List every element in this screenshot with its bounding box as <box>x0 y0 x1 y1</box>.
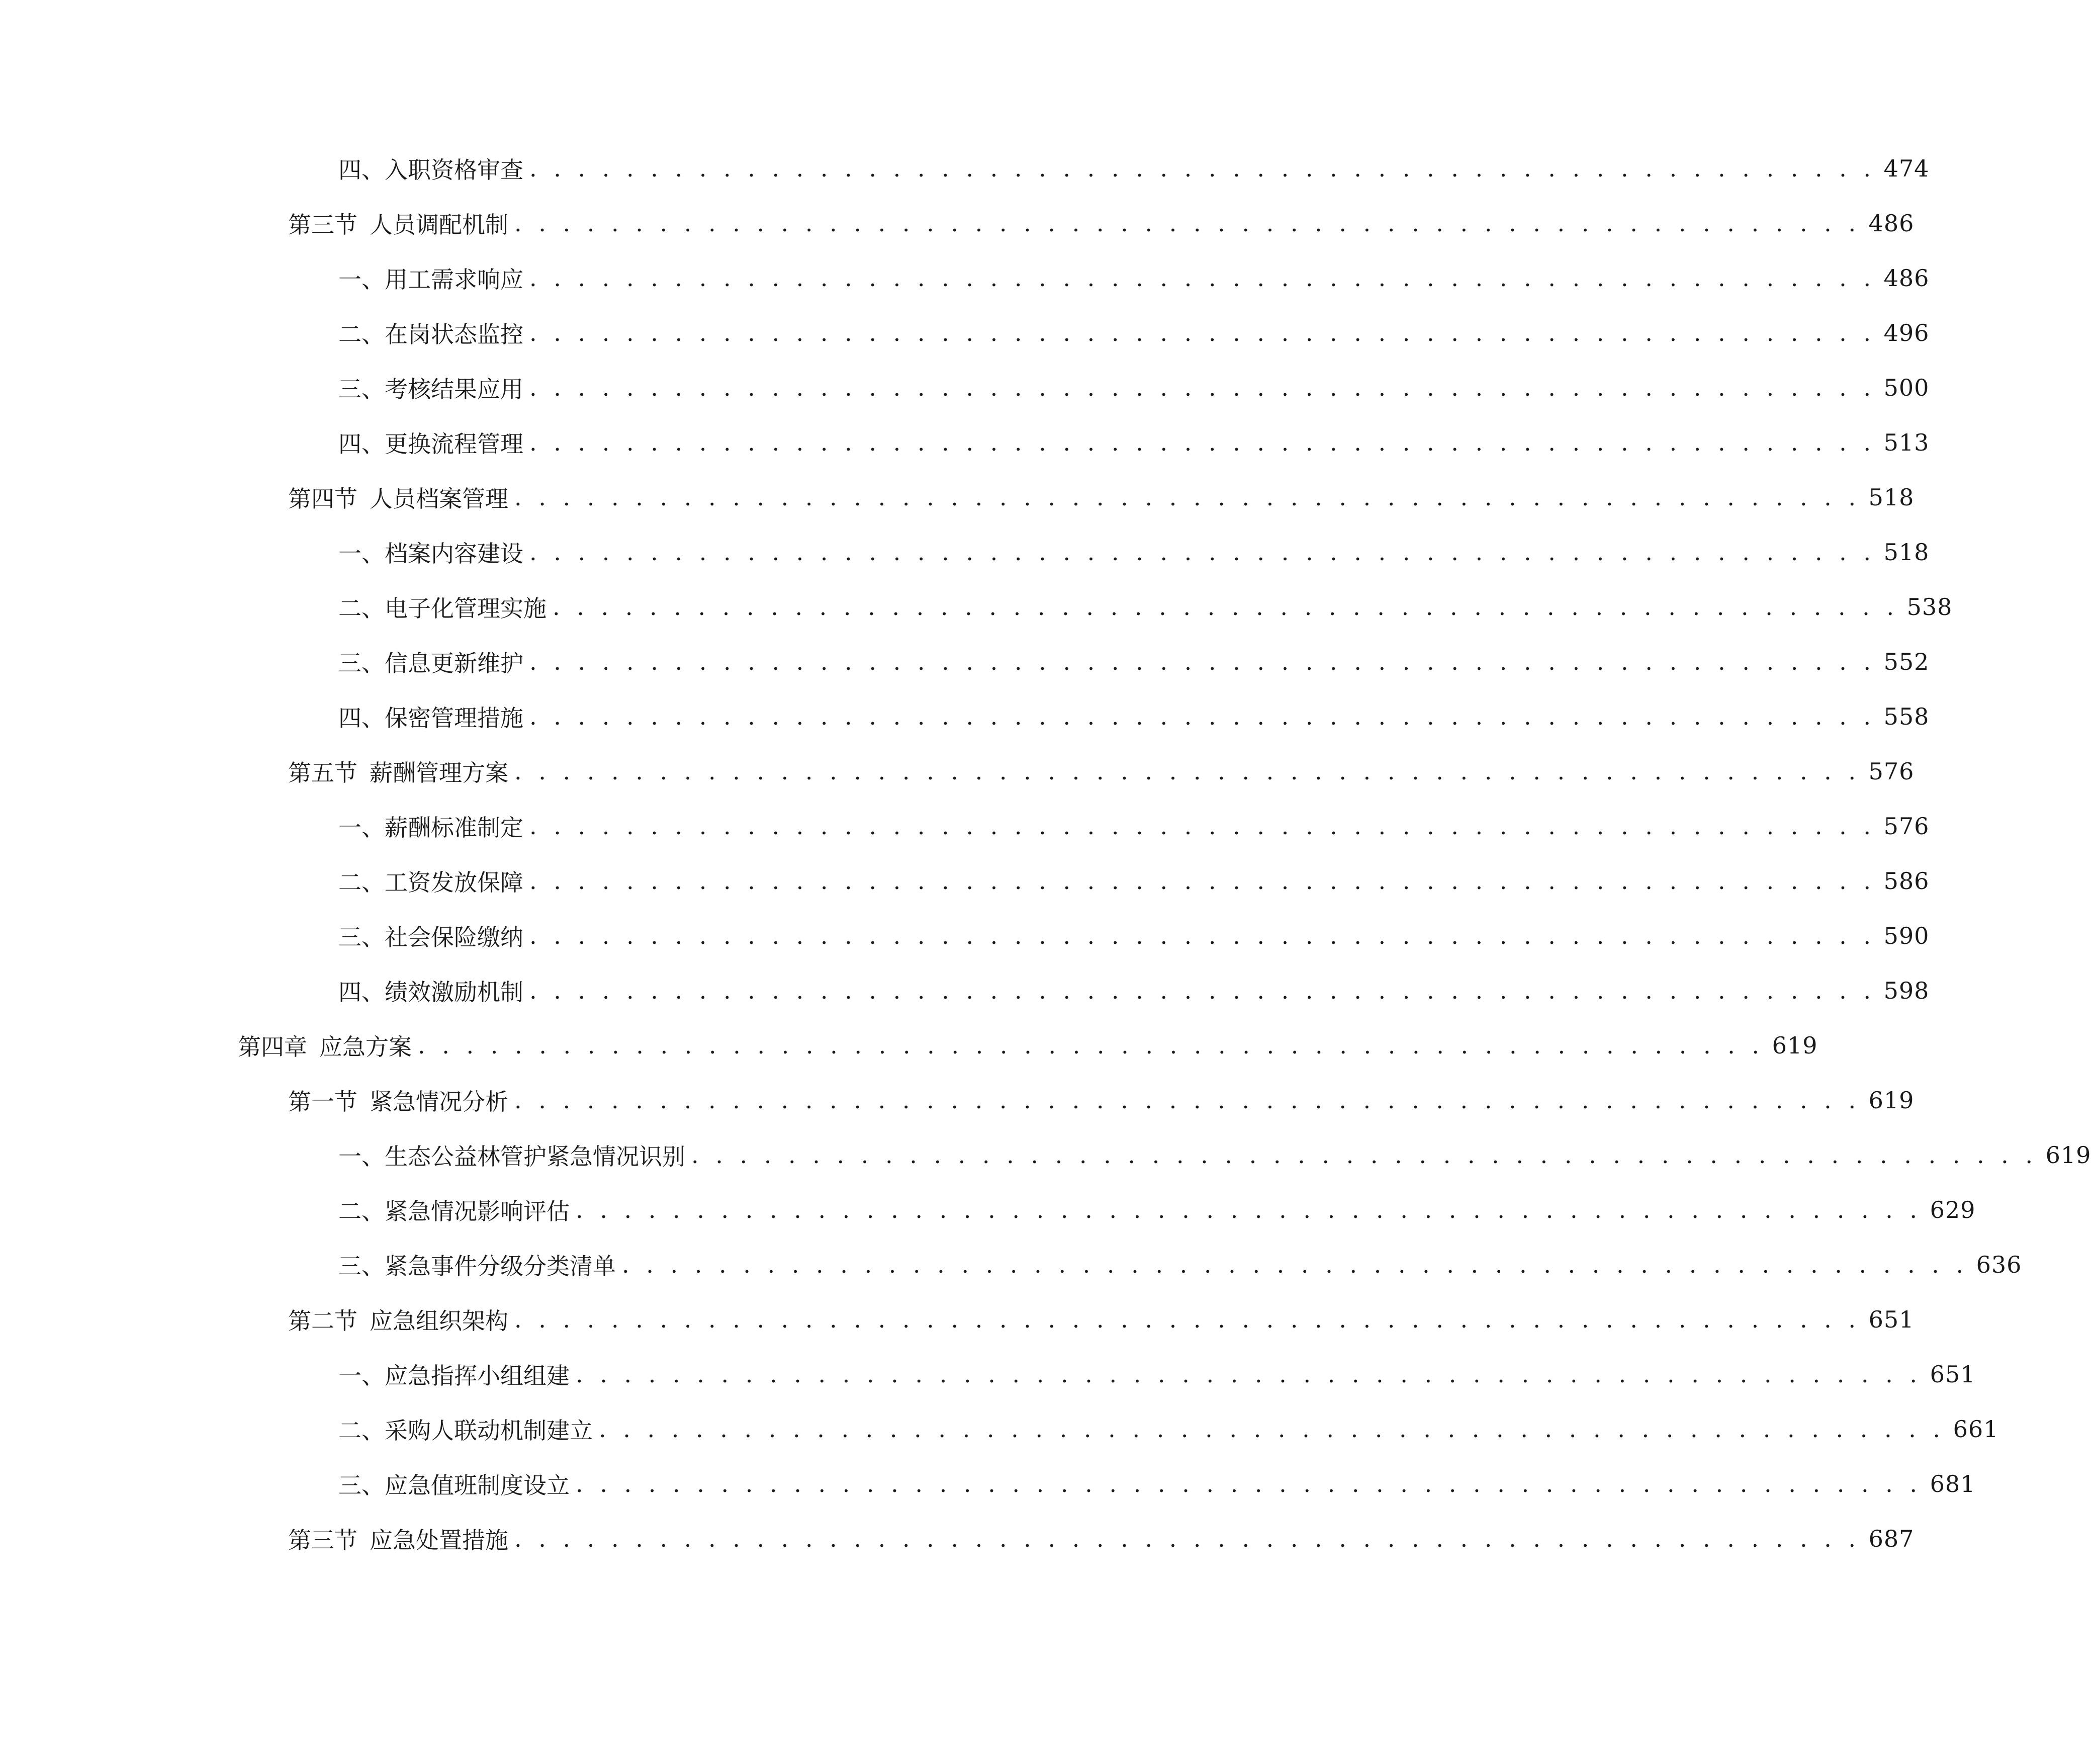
toc-entry[interactable] <box>338 1137 2091 1173</box>
toc-entry[interactable] <box>288 480 1915 515</box>
dot-leader: . . . . . . . . . . . . . . . . . . . . . . . . . . . . . . . . . . . . . . . . . . . . . . . . . . . . . . . . <box>529 922 1876 949</box>
entry-number: 二、 <box>338 595 385 622</box>
toc-entry[interactable] <box>338 315 1930 350</box>
entry-number: 一、 <box>338 540 385 567</box>
entry-title: 更换流程管理 <box>385 430 523 458</box>
entry-number: 一、 <box>338 814 385 841</box>
dot-leader: . . . . . . . . . . . . . . . . . . . . . . . . . . . . . . . . . . . . . . . . . . . . . . . . . . . . . . . . <box>529 539 1876 566</box>
entry-title: 在岗状态监控 <box>385 321 523 348</box>
toc-entry[interactable] <box>338 1412 1999 1447</box>
entry-page-number: 590 <box>1883 922 1930 949</box>
dot-leader: . . . . . . . . . . . . . . . . . . . . . . . . . . . . . . . . . . . . . . . . . . . . . . . . . . . . . . . . <box>514 1306 1861 1333</box>
entry-number: 三、 <box>338 924 385 951</box>
entry-title: 生态公益林管护紧急情况识别 <box>385 1143 685 1170</box>
entry-page-number: 486 <box>1883 264 1930 292</box>
toc-entry[interactable] <box>288 206 1915 241</box>
entry-title: 采购人联动机制建立 <box>385 1417 593 1444</box>
toc-entry[interactable] <box>288 1302 1915 1337</box>
entry-page-number: 552 <box>1883 648 1930 675</box>
entry-number: 第三节 <box>288 211 357 238</box>
entry-number: 三、 <box>338 1472 385 1499</box>
dot-leader: . . . . . . . . . . . . . . . . . . . . . . . . . . . . . . . . . . . . . . . . . . . . . . . . . . . . . . . . <box>576 1470 1922 1497</box>
toc-entry[interactable] <box>338 644 1930 679</box>
entry-page-number: 538 <box>1906 593 1953 621</box>
entry-page-number: 576 <box>1868 758 1915 785</box>
dot-leader: . . . . . . . . . . . . . . . . . . . . . . . . . . . . . . . . . . . . . . . . . . . . . . . . . . . . . . . . <box>514 758 1861 785</box>
entry-number: 四、 <box>338 156 385 184</box>
entry-page-number: 619 <box>2045 1141 2091 1169</box>
entry-title: 紧急情况影响评估 <box>385 1198 570 1225</box>
entry-number: 第五节 <box>288 759 357 786</box>
entry-title: 考核结果应用 <box>385 376 523 403</box>
entry-title: 用工需求响应 <box>385 266 523 293</box>
toc-entry[interactable] <box>338 699 1930 734</box>
dot-leader: . . . . . . . . . . . . . . . . . . . . . . . . . . . . . . . . . . . . . . . . . . . . . . . . . . . . . . . . <box>529 703 1876 730</box>
entry-number: 三、 <box>338 1253 385 1280</box>
entry-title: 绩效激励机制 <box>385 979 523 1006</box>
dot-leader: . . . . . . . . . . . . . . . . . . . . . . . . . . . . . . . . . . . . . . . . . . . . . . . . . . . . . . . . <box>529 867 1876 895</box>
entry-number: 第四节 <box>288 485 357 512</box>
entry-page-number: 586 <box>1883 867 1930 895</box>
dot-leader: . . . . . . . . . . . . . . . . . . . . . . . . . . . . . . . . . . . . . . . . . . . . . . . . . . . . . . . . <box>529 155 1876 182</box>
entry-number: 第一节 <box>288 1088 357 1115</box>
toc-entry[interactable] <box>338 918 1930 953</box>
entry-page-number: 687 <box>1868 1525 1915 1552</box>
entry-title: 入职资格审查 <box>385 156 523 184</box>
dot-leader: . . . . . . . . . . . . . . . . . . . . . . . . . . . . . . . . . . . . . . . . . . . . . . . . . . . . . . . . <box>514 484 1861 511</box>
toc-entry[interactable] <box>338 1466 1976 1502</box>
entry-page-number: 661 <box>1953 1416 1999 1443</box>
entry-page-number: 513 <box>1883 429 1930 456</box>
entry-page-number: 486 <box>1868 210 1915 237</box>
toc-entry[interactable] <box>338 973 1930 1008</box>
toc-entry[interactable] <box>338 589 1953 625</box>
entry-page-number: 500 <box>1883 374 1930 401</box>
entry-page-number: 629 <box>1930 1196 1976 1223</box>
entry-title: 电子化管理实施 <box>385 595 547 622</box>
entry-number: 一、 <box>338 266 385 293</box>
entry-number: 三、 <box>338 376 385 403</box>
dot-leader: . . . . . . . . . . . . . . . . . . . . . . . . . . . . . . . . . . . . . . . . . . . . . . . . . . . . . . . . <box>529 374 1876 401</box>
entry-page-number: 651 <box>1868 1306 1915 1333</box>
entry-number: 四、 <box>338 430 385 458</box>
toc-entry[interactable] <box>288 1521 1915 1556</box>
entry-title: 应急组织架构 <box>370 1307 508 1335</box>
dot-leader: . . . . . . . . . . . . . . . . . . . . . . . . . . . . . . . . . . . . . . . . . . . . . . . . . . . . . . . . <box>529 319 1876 346</box>
entry-number: 四、 <box>338 704 385 732</box>
toc-entry[interactable] <box>338 863 1930 899</box>
entry-title: 应急指挥小组组建 <box>385 1362 570 1389</box>
entry-number: 二、 <box>338 1417 385 1444</box>
entry-title: 社会保险缴纳 <box>385 924 523 951</box>
entry-title: 应急方案 <box>319 1033 412 1061</box>
toc-entry[interactable] <box>338 151 1930 186</box>
toc-entry[interactable] <box>338 1247 2022 1282</box>
toc-entry[interactable] <box>338 1357 1976 1392</box>
entry-number: 一、 <box>338 1143 385 1170</box>
entry-page-number: 636 <box>1976 1251 2022 1278</box>
entry-number: 第三节 <box>288 1527 357 1554</box>
toc-entry[interactable] <box>338 809 1930 844</box>
entry-title: 人员档案管理 <box>370 485 508 512</box>
toc-entry[interactable] <box>338 1192 1976 1227</box>
entry-page-number: 474 <box>1883 155 1930 182</box>
entry-page-number: 598 <box>1883 977 1930 1004</box>
entry-page-number: 518 <box>1868 484 1915 511</box>
dot-leader: . . . . . . . . . . . . . . . . . . . . . . . . . . . . . . . . . . . . . . . . . . . . . . . . . . . . . . . . <box>553 593 1899 621</box>
entry-title: 紧急事件分级分类清单 <box>385 1253 616 1280</box>
dot-leader: . . . . . . . . . . . . . . . . . . . . . . . . . . . . . . . . . . . . . . . . . . . . . . . . . . . . . . . . <box>529 264 1876 292</box>
entry-title: 薪酬管理方案 <box>370 759 508 786</box>
entry-number: 二、 <box>338 1198 385 1225</box>
entry-page-number: 518 <box>1883 539 1930 566</box>
dot-leader: . . . . . . . . . . . . . . . . . . . . . . . . . . . . . . . . . . . . . . . . . . . . . . . . . . . . . . . . <box>576 1196 1922 1223</box>
entry-number: 二、 <box>338 321 385 348</box>
entry-title: 档案内容建设 <box>385 540 523 567</box>
dot-leader: . . . . . . . . . . . . . . . . . . . . . . . . . . . . . . . . . . . . . . . . . . . . . . . . . . . . . . . . <box>418 1032 1764 1059</box>
entry-number: 四、 <box>338 979 385 1006</box>
toc-entry[interactable] <box>338 535 1930 570</box>
entry-title: 薪酬标准制定 <box>385 814 523 841</box>
entry-page-number: 558 <box>1883 703 1930 730</box>
entry-title: 人员调配机制 <box>370 211 508 238</box>
entry-title: 保密管理措施 <box>385 704 523 732</box>
entry-title: 信息更新维护 <box>385 650 523 677</box>
toc-entry[interactable] <box>288 754 1915 789</box>
entry-page-number: 619 <box>1772 1032 1818 1059</box>
dot-leader: . . . . . . . . . . . . . . . . . . . . . . . . . . . . . . . . . . . . . . . . . . . . . . . . . . . . . . . . <box>529 977 1876 1004</box>
toc-entry[interactable] <box>238 1028 1818 1063</box>
dot-leader: . . . . . . . . . . . . . . . . . . . . . . . . . . . . . . . . . . . . . . . . . . . . . . . . . . . . . . . . <box>622 1251 1968 1278</box>
entry-title: 应急处置措施 <box>370 1527 508 1554</box>
entry-number: 一、 <box>338 1362 385 1389</box>
dot-leader: . . . . . . . . . . . . . . . . . . . . . . . . . . . . . . . . . . . . . . . . . . . . . . . . . . . . . . . . <box>529 429 1876 456</box>
entry-number: 第四章 <box>238 1033 307 1061</box>
dot-leader: . . . . . . . . . . . . . . . . . . . . . . . . . . . . . . . . . . . . . . . . . . . . . . . . . . . . . . . . <box>691 1141 2038 1169</box>
dot-leader: . . . . . . . . . . . . . . . . . . . . . . . . . . . . . . . . . . . . . . . . . . . . . . . . . . . . . . . . <box>514 1525 1861 1552</box>
toc-entry[interactable] <box>338 260 1930 296</box>
entry-number: 第二节 <box>288 1307 357 1335</box>
entry-page-number: 651 <box>1930 1361 1976 1388</box>
entry-page-number: 576 <box>1883 813 1930 840</box>
entry-number: 二、 <box>338 869 385 896</box>
toc-entry[interactable] <box>338 370 1930 405</box>
dot-leader: . . . . . . . . . . . . . . . . . . . . . . . . . . . . . . . . . . . . . . . . . . . . . . . . . . . . . . . . <box>576 1361 1922 1388</box>
entry-page-number: 681 <box>1930 1470 1976 1497</box>
entry-title: 工资发放保障 <box>385 869 523 896</box>
entry-page-number: 496 <box>1883 319 1930 346</box>
dot-leader: . . . . . . . . . . . . . . . . . . . . . . . . . . . . . . . . . . . . . . . . . . . . . . . . . . . . . . . . <box>529 813 1876 840</box>
entry-title: 紧急情况分析 <box>370 1088 508 1115</box>
toc-entry[interactable] <box>338 425 1930 460</box>
entry-number: 三、 <box>338 650 385 677</box>
entry-page-number: 619 <box>1868 1087 1915 1114</box>
dot-leader: . . . . . . . . . . . . . . . . . . . . . . . . . . . . . . . . . . . . . . . . . . . . . . . . . . . . . . . . <box>599 1416 1945 1443</box>
dot-leader: . . . . . . . . . . . . . . . . . . . . . . . . . . . . . . . . . . . . . . . . . . . . . . . . . . . . . . . . <box>514 1087 1861 1114</box>
dot-leader: . . . . . . . . . . . . . . . . . . . . . . . . . . . . . . . . . . . . . . . . . . . . . . . . . . . . . . . . <box>514 210 1861 237</box>
toc-entry[interactable] <box>288 1083 1915 1118</box>
entry-title: 应急值班制度设立 <box>385 1472 570 1499</box>
dot-leader: . . . . . . . . . . . . . . . . . . . . . . . . . . . . . . . . . . . . . . . . . . . . . . . . . . . . . . . . <box>529 648 1876 675</box>
